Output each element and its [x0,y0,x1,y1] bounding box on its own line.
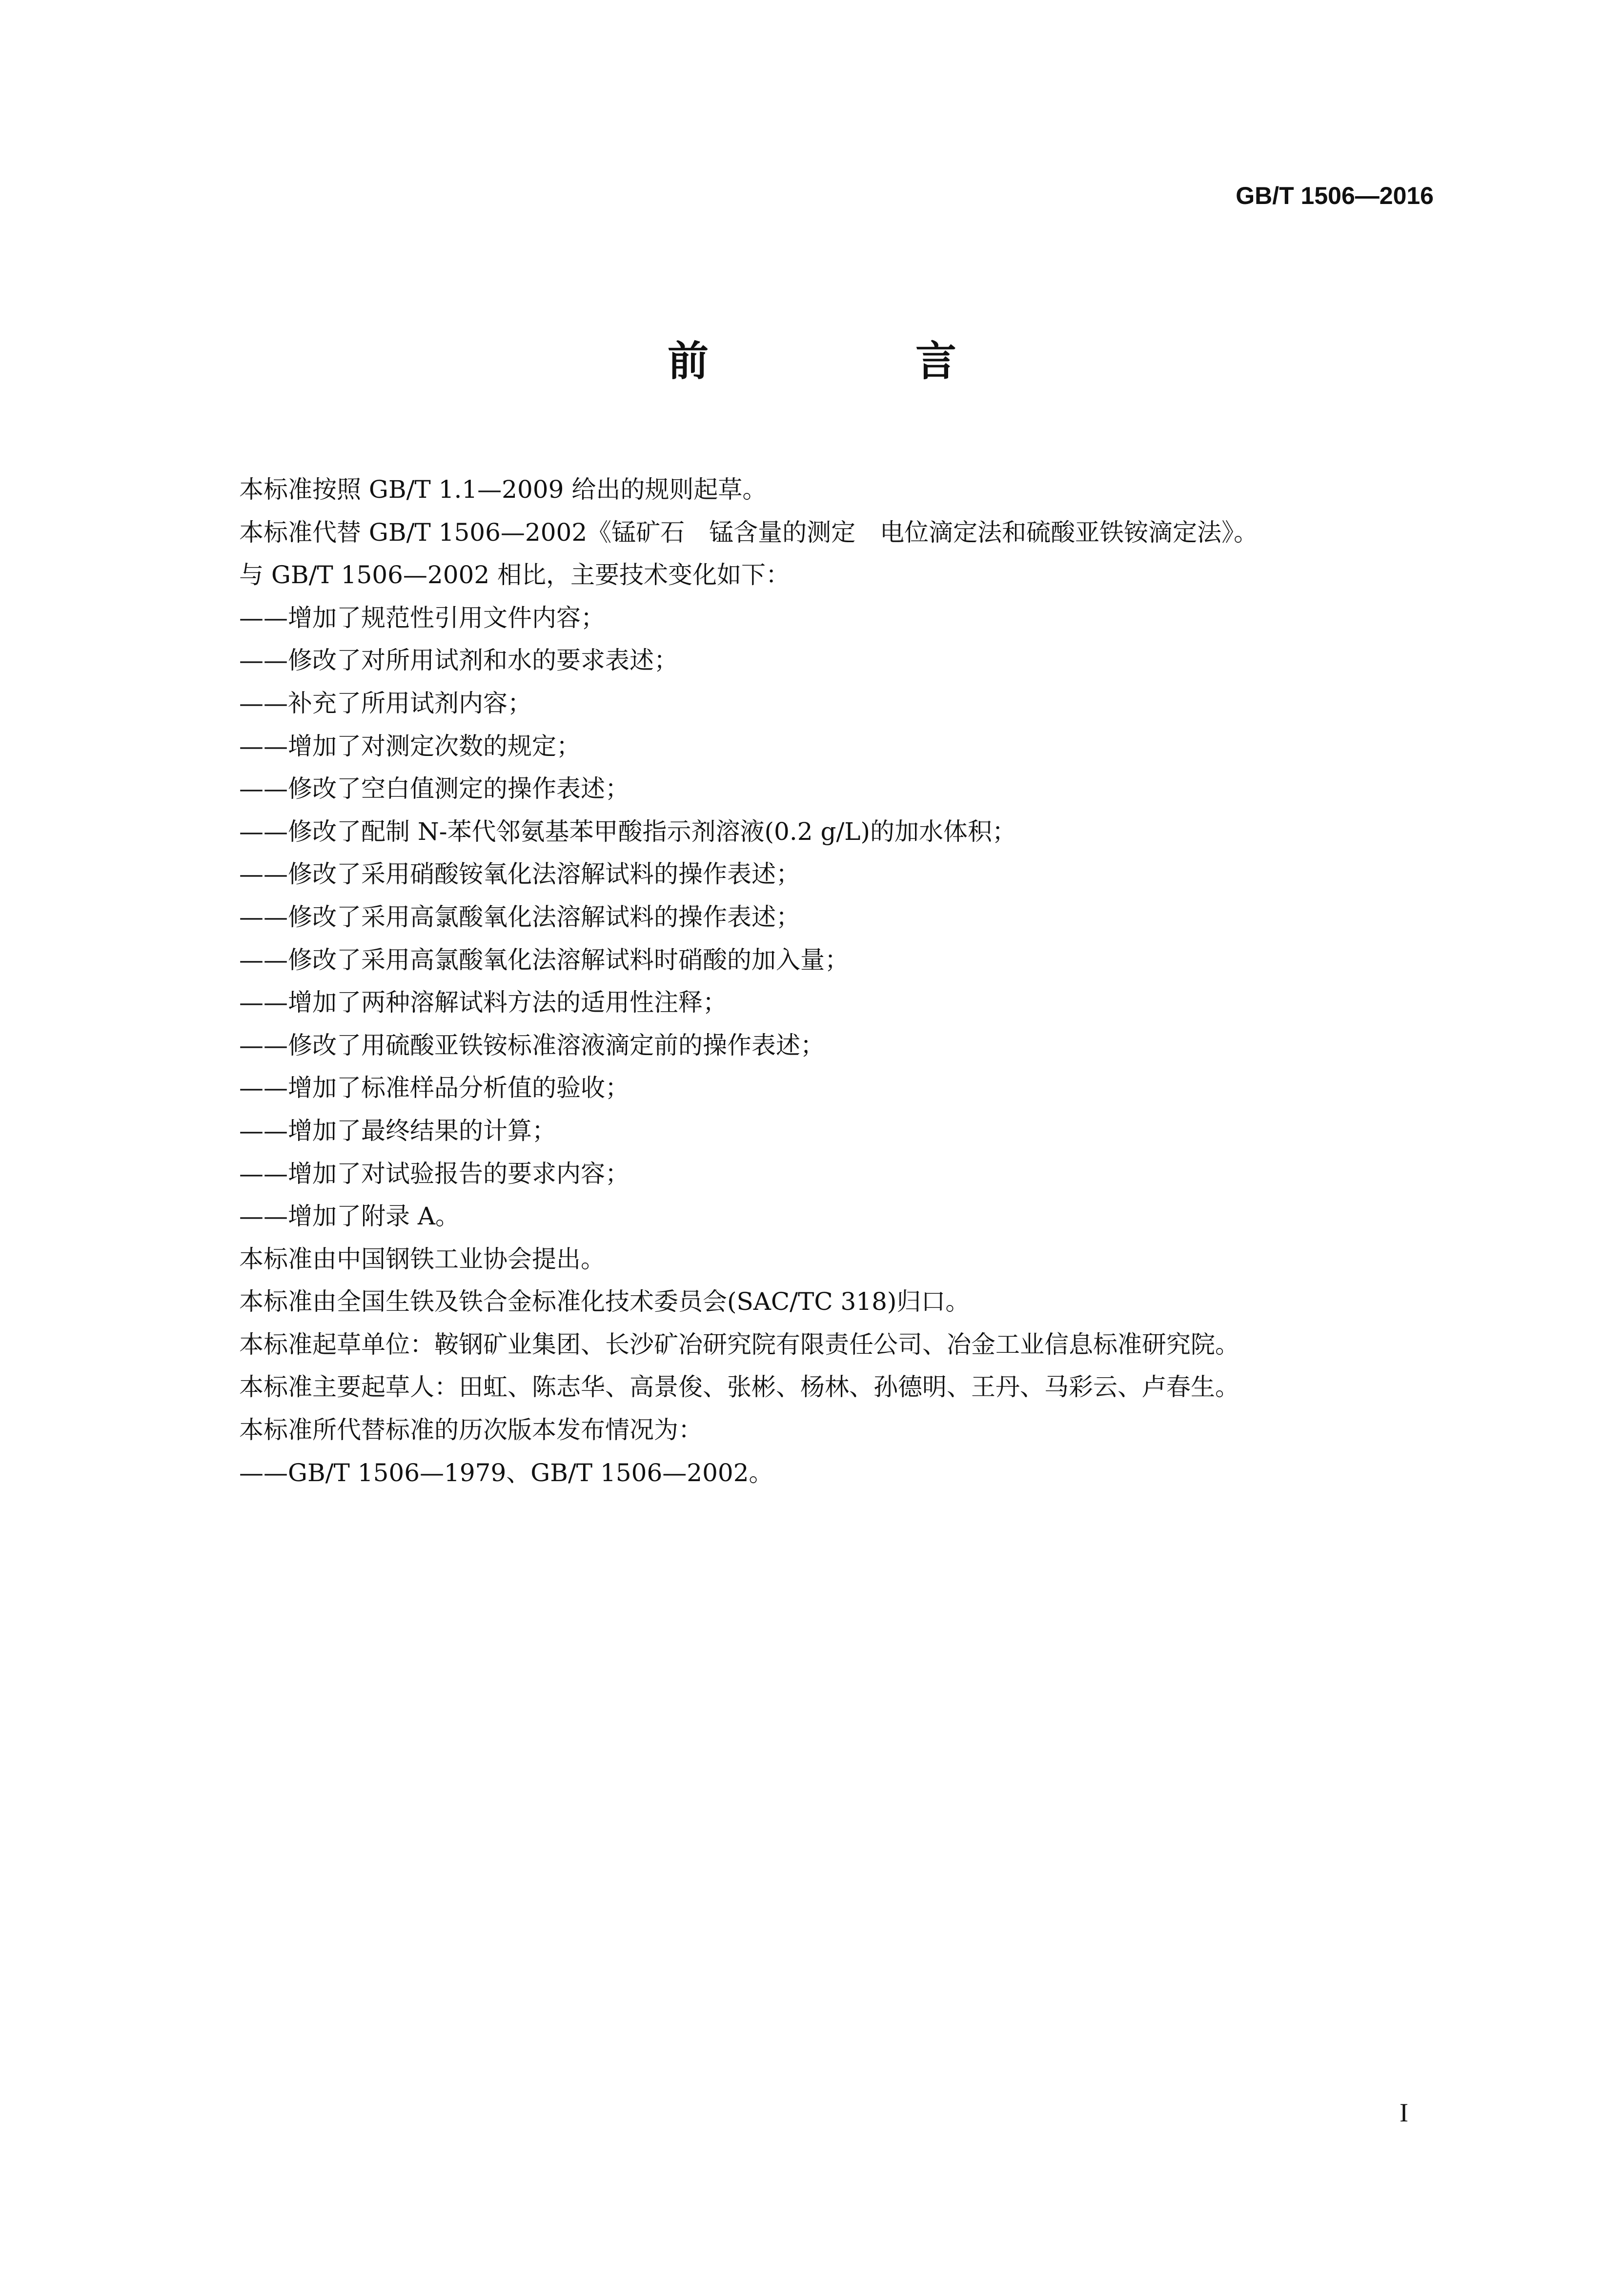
list-item: ——GB/T 1506—1979、GB/T 1506—2002。 [239,1458,773,1487]
list-item: ——修改了用硫酸亚铁铵标准溶液滴定前的操作表述； [239,1031,825,1060]
text-line: 本标准代替 GB/T 1506—2002《锰矿石 锰含量的测定 电位滴定法和硫酸亚铁铵滴定法》。 [239,518,1259,547]
list-item: ——增加了对试验报告的要求内容； [239,1159,629,1188]
list-item: ——增加了标准样品分析值的验收； [239,1074,629,1102]
page-number: I [1400,2098,1408,2127]
text-line: 与 GB/T 1506—2002 相比，主要技术变化如下： [239,561,791,590]
list-item: ——修改了对所用试剂和水的要求表述； [239,646,678,675]
text-line: 本标准按照 GB/T 1.1—2009 给出的规则起草。 [239,475,767,504]
text-line: 本标准由全国生铁及铁合金标准化技术委员会(SAC/TC 318)归口。 [239,1287,970,1316]
foreword-body [239,469,1459,1494]
text-line: 本标准所代替标准的历次版本发布情况为： [239,1416,703,1445]
list-item: ——增加了最终结果的计算； [239,1116,556,1145]
list-item: ——增加了规范性引用文件内容； [239,603,605,632]
list-item: ——增加了对测定次数的规定； [239,732,581,760]
list-item: ——补充了所用试剂内容； [239,689,532,717]
list-item: ——修改了采用高氯酸氧化法溶解试料的操作表述； [239,902,800,931]
list-item: ——修改了空白值测定的操作表述； [239,774,629,803]
page-title: 前 言 [667,337,1039,385]
text-line: 本标准起草单位：鞍钢矿业集团、长沙矿冶研究院有限责任公司、冶金工业信息标准研究院。 [239,1330,1239,1359]
list-item: ——修改了采用硝酸铵氧化法溶解试料的操作表述； [239,860,800,889]
list-item: ——修改了配制 N-苯代邻氨基苯甲酸指示剂溶液(0.2 g/L)的加水体积； [239,817,1017,846]
list-item: ——增加了附录 A。 [239,1202,460,1231]
text-line: 本标准主要起草人：田虹、陈志华、高景俊、张彬、杨林、孙德明、王丹、马彩云、卢春生。 [239,1373,1239,1402]
text-line: 本标准由中国钢铁工业协会提出。 [239,1244,605,1273]
list-item: ——增加了两种溶解试料方法的适用性注释； [239,988,727,1017]
standard-code: GB/T 1506—2016 [1236,182,1434,209]
list-item: ——修改了采用高氯酸氧化法溶解试料时硝酸的加入量； [239,945,849,974]
